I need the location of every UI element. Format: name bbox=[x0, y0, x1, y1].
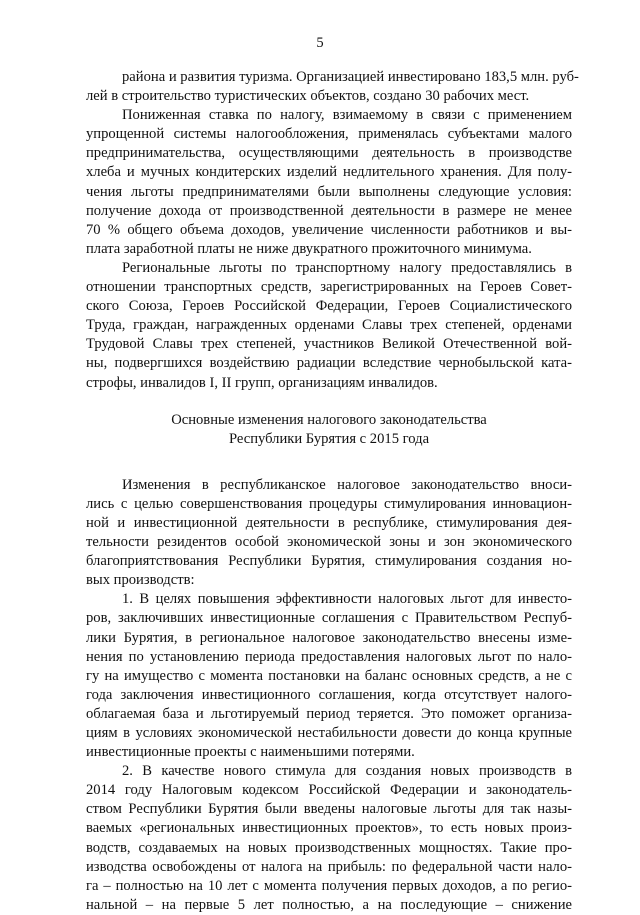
paragraph bbox=[86, 590, 572, 762]
text-line: лей в строительство туристических объектов, создано 30 рабочих мест. bbox=[86, 88, 530, 105]
paragraph bbox=[86, 762, 572, 915]
text-line: Изменения в республиканское налоговое законодательство вноси- bbox=[122, 476, 572, 493]
section-changes bbox=[86, 476, 572, 915]
text-line: Пониженная ставка по налогу, взимаемому в связи с применением bbox=[122, 107, 572, 124]
text-line: года заключения инвестиционного соглашения, когда отсутствует налого- bbox=[86, 686, 572, 703]
text-line: ной и инвестиционной деятельности в республике, стимулирования дея- bbox=[86, 514, 572, 531]
text-line: отношении транспортных средств, зарегистрированных на Героев Совет- bbox=[86, 279, 572, 296]
text-line: ны, подвергшихся воздействию радиации вследствие чернобыльской ката- bbox=[86, 355, 572, 372]
text-line: вых производств: bbox=[86, 572, 195, 589]
paragraph bbox=[86, 68, 579, 106]
text-line: 2014 году Налоговым кодексом Российской Федерации и законодатель- bbox=[86, 782, 572, 799]
section-heading-line-2: Республики Бурятия с 2015 года bbox=[228, 430, 430, 447]
text-line: нения по установлению периода предоставления налоговых льгот по нало- bbox=[86, 648, 572, 665]
text-line: района и развития туризма. Организацией инвестировано 183,5 млн. руб- bbox=[122, 69, 579, 85]
paragraph bbox=[86, 476, 572, 591]
text-line: хлеба и мучных кондитерских изделий недлительного хранения. Для полу- bbox=[86, 164, 572, 181]
text-line: ров, заключивших инвестиционные соглашения с Правительством Респуб- bbox=[86, 610, 572, 627]
text-line: га – полностью на 10 лет с момента получения первых доходов, а по регио- bbox=[86, 877, 572, 894]
text-line: водств, создаваемых на новых производственных мощностях. Такие про- bbox=[86, 839, 572, 856]
text-line: предпринимательства, осуществляющими деятельность в производстве bbox=[86, 145, 572, 162]
text-line: Региональные льготы по транспортному налогу предоставлялись в bbox=[122, 259, 572, 276]
text-line: инвестиционные проекты с наименьшими потерями. bbox=[86, 744, 415, 761]
section-heading bbox=[86, 411, 572, 449]
text-line: упрощенной системы налогообложения, применялась субъектами малого bbox=[86, 126, 572, 143]
text-line: плата заработной платы не ниже двукратного прожиточного минимума. bbox=[86, 240, 532, 257]
text-line: циям в условиях экономической нестабильности довести до конца крупные bbox=[86, 725, 572, 741]
text-line: изводства освобождены от налога на прибыль: по федеральной части нало- bbox=[86, 858, 572, 875]
text-line: благоприятствования Республики Бурятия, стимулирования создания но- bbox=[86, 553, 572, 570]
text-line: тельности резидентов особой экономической зоны и зон экономического bbox=[86, 534, 572, 551]
section-heading-line-1: Основные изменения налогового законодательства bbox=[171, 411, 487, 428]
document-body bbox=[86, 68, 579, 915]
page-number: 5 bbox=[316, 35, 324, 51]
text-line: Труда, граждан, награжденных орденами Славы трех степеней, орденами bbox=[86, 317, 572, 334]
text-line: строфы, инвалидов I, II групп, организациям инвалидов. bbox=[86, 374, 438, 391]
text-line: лики Бурятия, в региональное налоговое законодательство внесены изме- bbox=[86, 629, 572, 646]
text-line: 1. В целях повышения эффективности налоговых льгот для инвесто- bbox=[122, 591, 572, 608]
text-line: Трудовой Славы трех степеней, участников Великой Отечественной вой- bbox=[86, 336, 572, 353]
text-line: лись с целью совершенствования процедуры стимулирования инновацион- bbox=[86, 495, 572, 512]
text-line: 70 % общего объема доходов, увеличение численности работников и вы- bbox=[86, 221, 572, 238]
text-line: гу на имущество с момента постановки на баланс основных средств, а не с bbox=[86, 667, 572, 684]
text-line: ваемых «региональных инвестиционных проектов», то есть новых произ- bbox=[86, 820, 572, 837]
text-line: получение дохода от производственной деятельности в размере не менее bbox=[86, 202, 572, 219]
text-line: 2. В качестве нового стимула для создания новых производств в bbox=[122, 763, 572, 780]
text-line: облагаемая база и льготируемый период теряется. Это поможет организа- bbox=[86, 705, 572, 722]
paragraph bbox=[86, 106, 572, 259]
text-line: чения льготы предпринимателями были выполнены следующие условия: bbox=[86, 183, 572, 200]
text-line: нальной – на первые 5 лет полностью, а на последующие – снижение bbox=[86, 896, 572, 913]
paragraph bbox=[86, 259, 572, 393]
section-intro bbox=[86, 68, 579, 393]
text-line: ского Союза, Героев Российской Федерации, Героев Социалистического bbox=[86, 298, 572, 315]
text-line: ством Республики Бурятия были введены налоговые льготы для так назы- bbox=[86, 801, 572, 818]
